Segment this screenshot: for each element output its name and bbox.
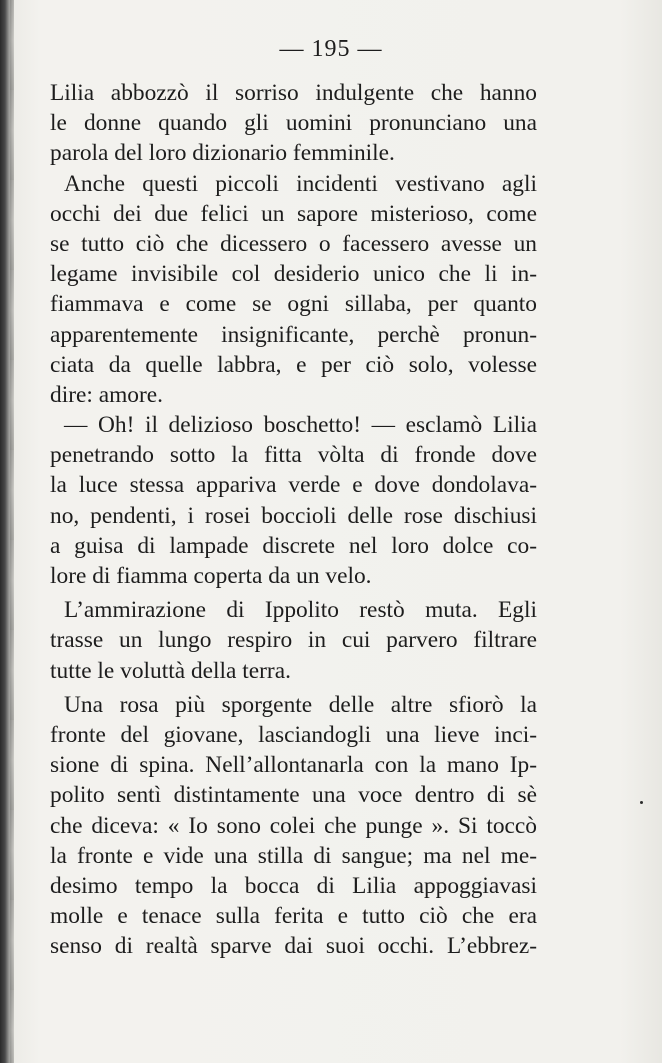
text-line: legame invisibile col desiderio unico che li in- [50, 261, 537, 288]
text-line: a guisa di lampade discrete nel loro dolce co- [50, 532, 537, 559]
text-line: tutte le voluttà della terra. [50, 657, 291, 684]
text-line: penetrando sotto la fitta vòlta di fronde dove [50, 442, 537, 469]
text-line: se tutto ciò che dicessero o facessero avesse un [50, 230, 537, 257]
text-line: la luce stessa appariva verde e dove dondolava- [50, 472, 537, 499]
text-line: — Oh! il delizioso boschetto! — esclamò Lilia [64, 412, 537, 439]
text-line: Una rosa più sporgente delle altre sfiorò la [64, 691, 537, 718]
text-line: lore di fiamma coperta da un velo. [50, 563, 372, 589]
text-line: la fronte e vide una stilla di sangue; ma nel me- [50, 842, 537, 869]
text-line: fiammava e come se ogni sillaba, per quanto [50, 291, 537, 318]
text-line: L’ammirazione di Ippolito restò muta. Egli [64, 597, 537, 624]
text-line: trasse un lungo respiro in cui parvero filtrare [50, 627, 537, 654]
text-line: desimo tempo la bocca di Lilia appoggiavasi [50, 872, 537, 899]
text-line: fronte del giovane, lasciandogli una lieve inci- [50, 721, 537, 748]
text-line: Anche questi piccoli incidenti vestivano agli [64, 170, 537, 197]
ink-speck [640, 801, 643, 804]
spine-shadow [10, 0, 14, 1063]
text-line: occhi dei due felici un sapore misterioso, come [50, 200, 537, 227]
text-line: parola del loro dizionario femminile. [50, 140, 395, 167]
text-line: le donne quando gli uomini pronunciano una [50, 110, 537, 137]
text-line: che diceva: « Io sono colei che punge ». Si toccò [50, 812, 537, 839]
text-line: no, pendenti, i rosei boccioli delle rose dischiusi [50, 502, 537, 529]
text-line: ciata da quelle labbra, e per ciò solo, volesse [50, 351, 537, 378]
text-line: sione di spina. Nell’allontanarla con la mano Ip- [50, 752, 537, 779]
text-line: senso di realtà sparve dai suoi occhi. L’ebbrez- [50, 933, 537, 960]
text-line: apparentemente insignificante, perchè pronun- [50, 321, 537, 348]
text-line: dire: amore. [50, 381, 164, 408]
text-line: Lilia abbozzò il sorriso indulgente che hanno [50, 80, 537, 106]
text-line: polito sentì distintamente una voce dentro di sè [50, 782, 537, 809]
page-number: — 195 — [279, 36, 383, 62]
body-text [50, 78, 537, 961]
text-line: molle e tenace sulla ferita e tutto ciò che era [50, 903, 537, 930]
